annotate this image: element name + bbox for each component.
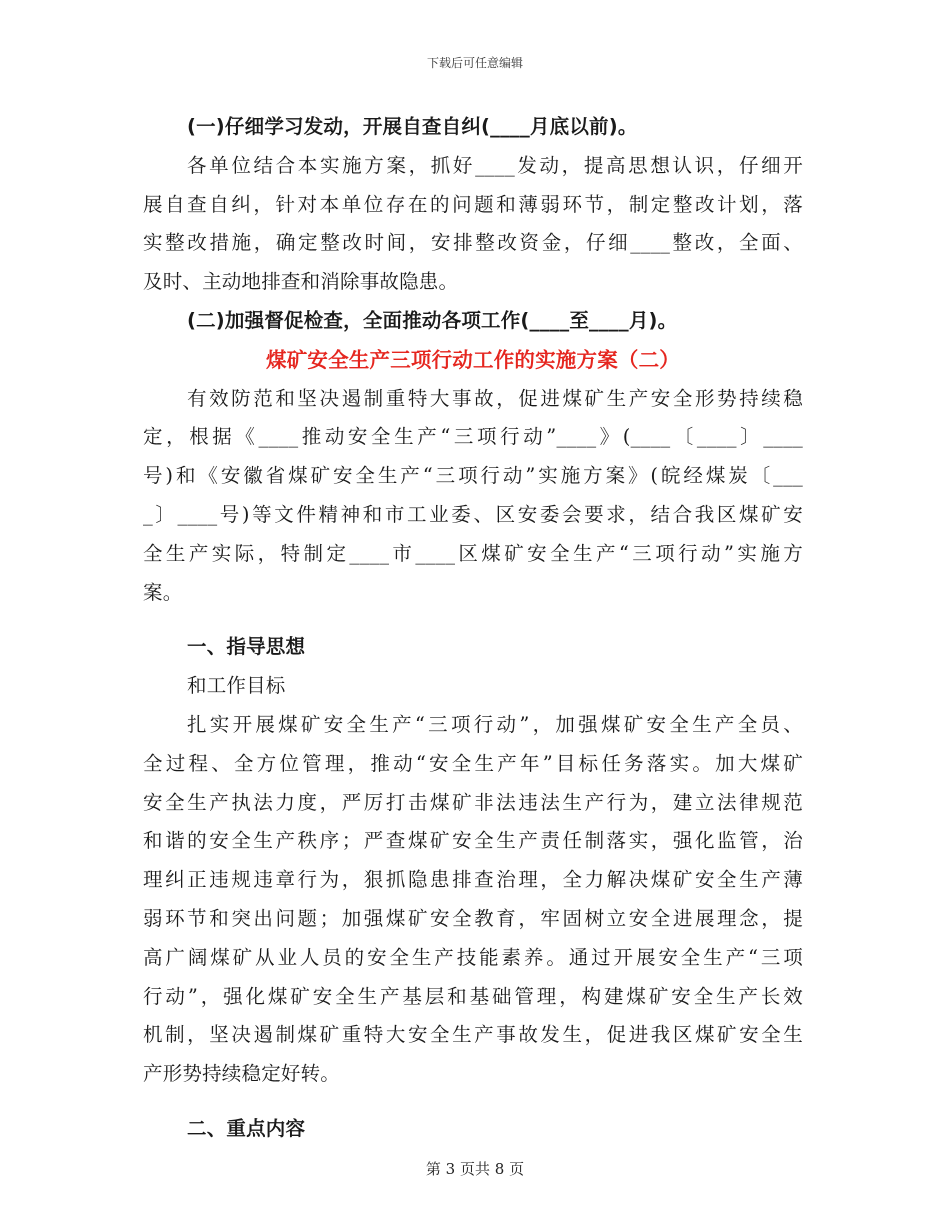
- paragraph-line: 和工作目标: [187, 674, 286, 698]
- paragraph-line: 机制，坚决遏制煤矿重特大安全生产事故发生，促进我区煤矿安全生: [143, 1023, 803, 1047]
- paragraph-line: 案。: [143, 580, 183, 604]
- section-heading-1: (一)仔细学习发动，开展自查自纠(____月底以前)。: [187, 115, 638, 138]
- paragraph-line: 理纠正违规违章行为，狠抓隐患排查治理，全力解决煤矿安全生产薄: [143, 868, 803, 892]
- paragraph-line: 和谐的安全生产秩序；严查煤矿安全生产责任制落实，强化监管，治: [143, 829, 803, 853]
- paragraph-line: _〕____号)等文件精神和市工业委、区安委会要求，结合我区煤矿安: [143, 502, 803, 526]
- page-footer: 第 3 页共 8 页: [425, 1160, 525, 1178]
- section-heading-guiding: 一、指导思想: [187, 635, 306, 659]
- section-heading-2: (二)加强督促检查，全面推动各项工作(____至____月)。: [187, 308, 678, 332]
- paragraph-line: 有效防范和坚决遏制重特大事故，促进煤矿生产安全形势持续稳: [187, 386, 803, 410]
- section-heading-key-content: 二、重点内容: [187, 1116, 306, 1140]
- paragraph-line: 展自查自纠，针对本单位存在的问题和薄弱环节，制定整改计划，落: [143, 192, 803, 216]
- paragraph-line: 全过程、全方位管理，推动“安全生产年”目标任务落实。加大煤矿: [143, 751, 803, 775]
- paragraph-line: 号)和《安徽省煤矿安全生产“三项行动”实施方案》(皖经煤炭〔___: [143, 464, 803, 488]
- paragraph-line: 扎实开展煤矿安全生产“三项行动”，加强煤矿安全生产全员、: [187, 712, 803, 736]
- paragraph-line: 定，根据《____推动安全生产“三项行动”____》(____〔____〕____: [143, 425, 803, 449]
- paragraph-line: 实整改措施，确定整改时间，安排整改资金，仔细____整改，全面、: [143, 231, 803, 255]
- paragraph-line: 高广阔煤矿从业人员的安全生产技能素养。通过开展安全生产“三项: [143, 945, 803, 969]
- page-header: 下载后可任意编辑: [426, 56, 523, 70]
- paragraph-line: 全生产实际，特制定____市____区煤矿安全生产“三项行动”实施方: [143, 541, 803, 565]
- paragraph-line: 各单位结合本实施方案，抓好____发动，提高思想认识，仔细开: [187, 153, 803, 177]
- paragraph-line: 产形势持续稳定好转。: [143, 1062, 341, 1086]
- paragraph-line: 及时、主动地排查和消除事故隐患。: [143, 270, 459, 294]
- paragraph-line: 安全生产执法力度，严厉打击煤矿非法违法生产行为，建立法律规范: [143, 790, 803, 814]
- document-title: 煤矿安全生产三项行动工作的实施方案（二）: [266, 347, 680, 372]
- paragraph-line: 弱环节和突出问题；加强煤矿安全教育，牢固树立安全进展理念，提: [143, 906, 803, 930]
- document-body: [143, 108, 803, 1149]
- paragraph-line: 行动”，强化煤矿安全生产基层和基础管理，构建煤矿安全生产长效: [143, 984, 803, 1008]
